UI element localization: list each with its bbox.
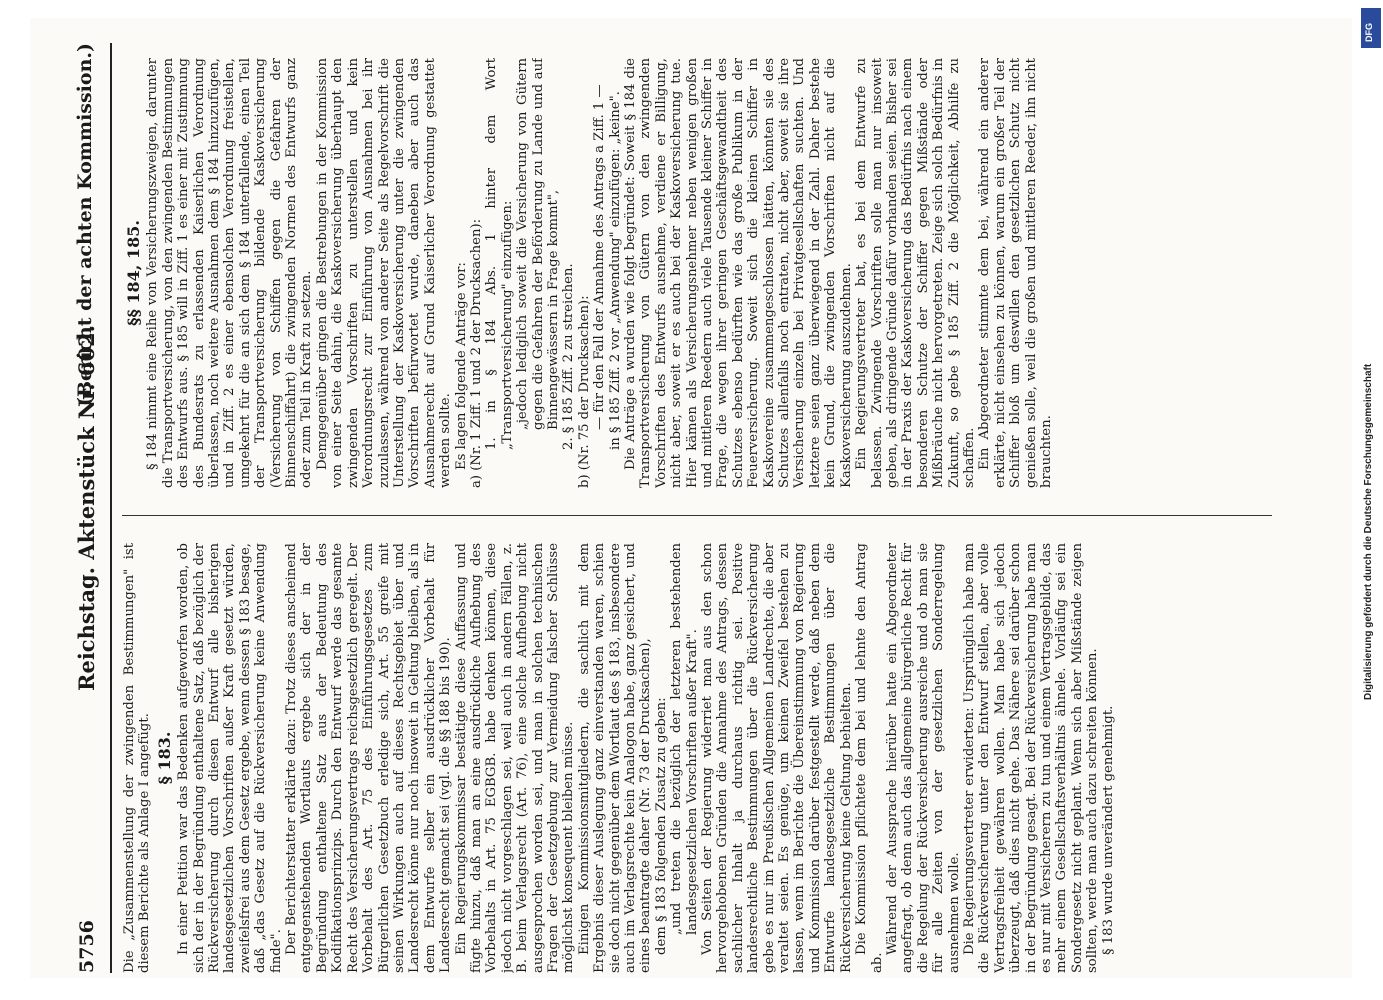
motion-item: 2. § 185 Ziff. 2 zu streichen.	[561, 263, 577, 450]
paragraph: Die Regierungsvertreter erwiderten: Ursprünglich habe man die Rückversicherung unter den Entwurf stellen, aber volle Vertragsfreiheit gewähren wollen. Man habe sich jedoch überzeugt, daß dies nicht gehe. Das Nähere sei darüber schon in der Begründung gesagt. Bei der Rückversicherung habe man es nur mit Versicherern zu tun und einem Vertragsgebilde, das mehr einem Gesellschaftsverhältnis ähnele. Vorläufig sei ein Sondergesetz nicht geplant. Wenn sich aber Mißstände zeigen sollten, werde man auch dazu schreiten können.	[961, 543, 1101, 973]
paragraph: Ein Abgeordneter stimmte dem bei, während ein anderer erklärte, nicht einsehen zu können, warum ein großer Teil der Schiffer bloß um deswillen den gesetzlichen Schutz nicht genießen solle, weil die großen und mittleren Reeder, ihn nicht brauchten.	[977, 58, 1054, 488]
header-rule	[110, 43, 112, 973]
motion-item: „jedoch lediglich soweit die Versicherung von Gütern gegen die Gefahren der Beförderung zu Lande und auf Binnengewässern in Frage kommt",	[515, 58, 561, 430]
paragraph: Der Berichterstatter erklärte dazu: Trotz dieses anscheinend entgegenstehenden Wortlauts ergebe sich der in der Begründung enthaltene Satz aus der Bedeutung des Kodifikationsprinzips. Durch den Entwurf werde das gesamte Recht des Versicherungsvertrags reichsgesetzlich geregelt. Der Vorbehalt des Art. 75 des Einführungsgesetzes zum Bürgerlichen Gesetzbuch erledige sich, Art. 55 greife mit seinen Wirkungen auch auf dieses Rechtsgebiet über und Landesrecht könne nur noch insoweit in Geltung bleiben, als in dem Entwurfe selber ein ausdrücklicher Vorbehalt für Landesrecht gemacht sei (vgl. die §§ 188 bis 190).	[284, 543, 454, 973]
quoted-amendment: „und treten die bezüglich der letzteren bestehenden landesgesetzlichen Vorschriften außer Kraft".	[669, 543, 700, 935]
section-title-183: § 183.	[154, 731, 174, 785]
page-title: Reichstag. Aktenstück Nr. 602.	[74, 325, 99, 691]
paragraph: Ein Regierungskommissar bestätigte diese Auffassung und fügte hinzu, daß man an eine ausdrückliche Aufhebung des Vorbehalts in Art. 75 EGBGB. habe denken können, diese jedoch nicht vorgeschlagen sei, weil auch in andern Fällen, z. B. beim Verlagsrecht (Art. 76), eine solche Aufhebung nicht ausgesprochen worden sei, und man in solchen technischen Fragen der Gesetzgebung zur Vermeidung falscher Schlüsse möglichst konsequent bleiben müsse.	[453, 543, 577, 973]
paragraph: § 183 wurde unverändert genehmigt.	[1100, 705, 1116, 955]
motion-item: a) (Nr. 1 Ziff. 1 und 2 der Drucksachen):	[468, 218, 484, 488]
motion-item: b) (Nr. 75 der Drucksachen):	[576, 295, 592, 488]
paragraph: Einigen Kommissionsmitgliedern, die sachlich mit dem Ergebnis dieser Auslegung ganz einverstanden waren, schien sie doch nicht gegenüber dem Wortlaut des § 183, insbesondere auch im Verlagsrechte kein Analogon habe, ganz gesichert, und eines beantragte daher (Nr. 73 der Drucksachen),	[576, 543, 654, 973]
paragraph: Demgegenüber gingen die Bestrebungen in der Kommission von einer Seite dahin, die Kaskoversicherung überhaupt den zwingenden Vorschriften zu unterstellen und kein Verordnungsrecht zur Einführung von Ausnahmen bei ihr zuzulassen, während von anderer Seite als Regelvorschrift die Unterstellung der Kaskoversicherung unter die zwingenden Vorschriften befürwortet wurde, daneben aber auch das Ausnahmerecht auf Grund Kaiserlicher Verordnung gestattet werden sollte.	[314, 58, 454, 488]
motion-item: in § 185 Ziff. 2 vor „Anwendung" einzufügen: „keine".	[607, 91, 623, 450]
intro-paragraph: Die „Zusammenstellung der zwingenden Bestimmungen" ist diesem Berichte als Anlage I angefügt.	[122, 543, 153, 973]
right-column	[122, 58, 1322, 488]
page-subtitle: (Bericht der achten Kommission.)	[74, 43, 96, 407]
paragraph: § 184 nimmt eine Reihe von Versicherungszweigen, darunter die Transportversicherung, von den zwingenden Bestimmungen des Entwurfs aus. § 185 will in Ziff. 1 es einer mit Zustimmung des Bundesrats zu erlassenden Kaiserlichen Verordnung überlassen, noch weitere Ausnahmen dem § 184 hinzuzufügen, und in Ziff. 2 es einer ebensolchen Verordnung freistellen, umgekehrt für die an sich dem § 184 unterfallende, einen Teil der Transportversicherung bildende Kaskoversicherung (Versicherung von Schiffen gegen die Gefahren der Binnenschiffahrt) die zwingenden Normen des Entwurfs ganz oder zum Teil in Kraft zu setzen.	[145, 58, 315, 488]
scanned-page	[30, 18, 1352, 978]
paragraph: Es lagen folgende Anträge vor:	[453, 262, 469, 470]
paragraph: Die Anträge a wurden wie folgt begründet: Soweit § 184 die Transportversicherung von Gütern von den zwingenden Vorschriften des Entwurfs ausnehme, verdiene er Billigung, nicht aber, soweit er es auch bei der Kaskoversicherung tue. Hier kämen als Versicherungsnehmer neben wenigen großen und mittleren Reedern auch viele Tausende kleiner Schiffer in Frage, die wegen ihrer geringen Geschäftsgewandtheit des Schutzes ebenso bedürften wie das große Publikum in der Feuerversicherung. Soweit sich die kleinen Schiffer in Kaskovereine zusammengeschlossen hätten, könnten sie des Schutzes allenfalls noch entraten, nicht aber, soweit sie ihre Versicherung einzeln bei Privatgesellschaften suchten. Und letztere seien ganz überwiegend in der Zahl. Daher bestehe kein Grund, die zwingenden Vorschriften nicht auf die Kaskoversicherung auszudehnen.	[623, 58, 854, 488]
digitization-credit: Digitalisierung gefördert durch die Deutsche Forschungsgemeinschaft	[1363, 363, 1374, 700]
dfg-logo: DFG	[1361, 8, 1381, 48]
motion-item: 1. in § 184 Abs. 1 hinter dem Wort „Transportversicherung" einzufügen:	[484, 58, 515, 450]
paragraph: Die Kommission pflichtete dem bei und lehnte den Antrag ab.	[854, 543, 885, 973]
paragraph: dem § 183 folgenden Zusatz zu geben:	[653, 697, 669, 955]
paragraph: Ein Regierungsvertreter bat, es bei dem Entwurfe zu belassen. Zwingende Vorschriften solle man nur insoweit geben, als dringende Gründe dafür vorhanden seien. Bisher sei in der Praxis der Kaskoversicherung das Bedürfnis nach einem besonderen Schutze der Schiffer gegen Mißstände oder Mißbräuche nicht hervorgetreten. Zeige sich solch Bedürfnis in Zukunft, so gebe § 185 Ziff. 2 die Möglichkeit, Abhilfe zu schaffen.	[854, 58, 977, 488]
paragraph: Von Seiten der Regierung widerriet man aus den schon hervorgehobenen Gründen die Annahme des Antrags, dessen sachlicher Inhalt ja durchaus richtig sei. Positive landesrechtliche Bestimmungen über die Rückversicherung gebe es nur im Preußischen Allgemeinen Landrechte, die aber veraltet seien. Es genüge, um keinen Zweifel bestehen zu lassen, wenn im Berichte die Übereinstimmung von Regierung und Kommission darüber festgestellt werde, daß neben dem Entwurfe landesgesetzliche Bestimmungen über die Rückversicherung keine Geltung behielten.	[700, 543, 854, 973]
paragraph: Während der Aussprache hierüber hatte ein Abgeordneter angefragt, ob denn auch das allgemeine bürgerliche Recht für die Regelung der Rückversicherung ausreiche und ob man sie für alle Zeiten von der gesetzlichen Sonderregelung ausnehmen wolle.	[884, 543, 962, 973]
page-number: 5756	[76, 920, 98, 973]
column-divider	[122, 515, 1272, 516]
rotated-page-content	[70, 43, 1340, 973]
motion-item: — für den Fall der Annahme des Antrags a Ziff. 1 —	[592, 84, 608, 430]
section-title-184-185: §§ 184, 185.	[124, 220, 143, 326]
page-header	[70, 43, 110, 973]
paragraph: In einer Petition war das Bedenken aufgeworfen worden, ob sich der in der Begründung enthaltene Satz, daß bezüglich der Rückversicherung durch diesen Entwurf alle bisherigen landesgesetzlichen Vorschriften außer Kraft gesetzt würden, zweifelsfrei aus dem Gesetz ergebe, wenn dessen § 183 besage, daß „das Gesetz auf die Rückversicherung keine Anwendung finde".	[176, 543, 284, 973]
left-column	[122, 543, 1322, 973]
